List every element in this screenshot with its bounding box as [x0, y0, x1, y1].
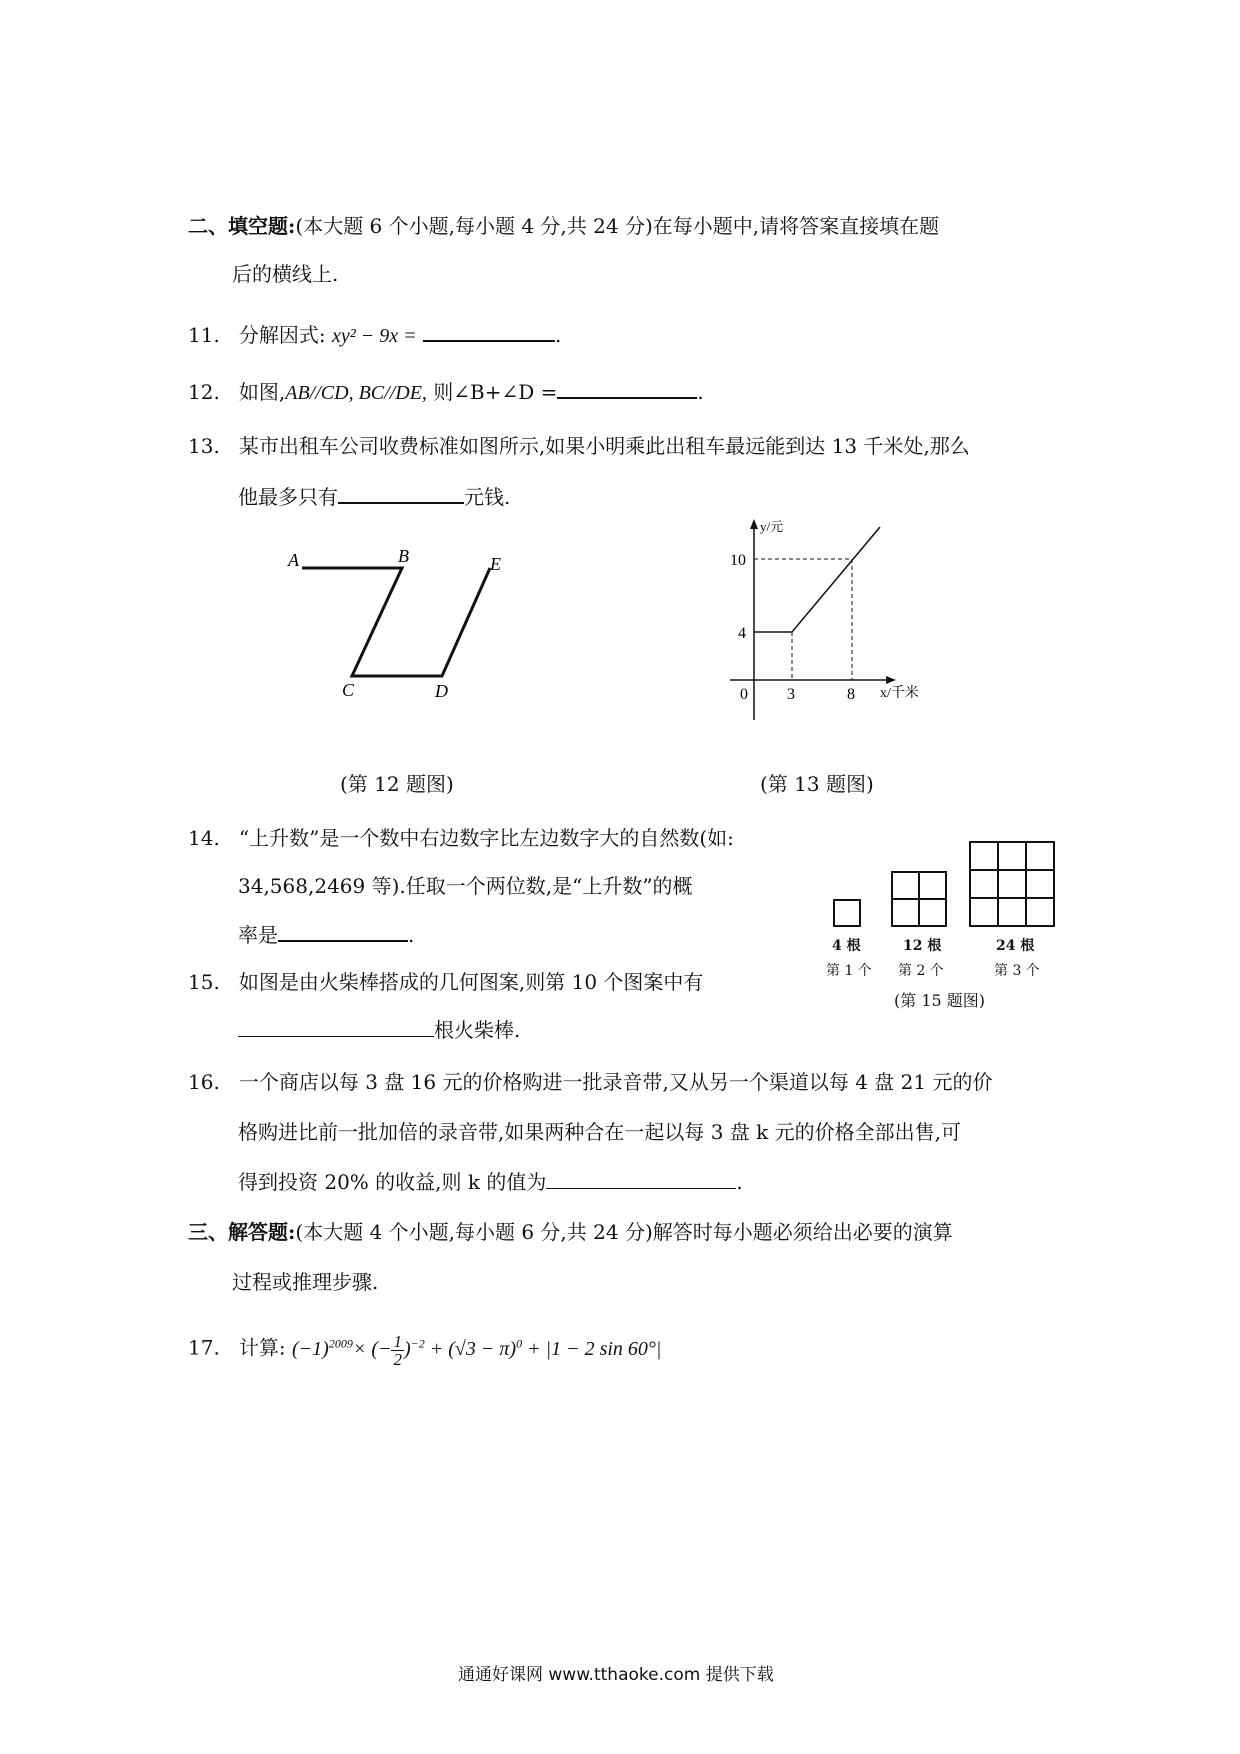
question-16-line1: 16. 一个商店以每 3 盘 16 元的价格购进一批录音带,又从另一个渠道以每 4 盘 21 元的价: [188, 1070, 993, 1094]
pattern-3: [970, 842, 1054, 926]
y-tick-4: 4: [738, 625, 746, 642]
label-D: D: [435, 681, 448, 701]
label-C: C: [342, 680, 355, 700]
section3-intro-line2: 过程或推理步骤.: [232, 1270, 379, 1294]
section2-intro-line2: 后的横线上.: [232, 262, 339, 286]
question-14-line3: 率是 .: [238, 918, 414, 948]
label-A: A: [288, 550, 299, 570]
y-axis-label: y/元: [760, 519, 784, 534]
figure-12-caption: (第 12 题图): [340, 772, 454, 796]
question-15-line2: 根火柴棒.: [238, 1014, 520, 1043]
q17-fraction: $\frac{1}{2}$: [393, 1331, 402, 1369]
question-11: 11. 分解因式: xy² − 9x = .: [188, 318, 561, 348]
origin-label: 0: [740, 686, 748, 703]
figure-13-graph: [720, 515, 930, 725]
x-axis-arrow: [886, 676, 896, 684]
question-16-line3: 得到投资 20% 的收益,则 k 的值为 .: [238, 1166, 743, 1195]
pattern-2-count: 12 根: [903, 938, 942, 954]
q13-answer-blank[interactable]: [338, 480, 464, 504]
question-14-line2: 34,568,2469 等).任取一个两位数,是“上升数”的概: [238, 874, 693, 898]
section2-intro-line1: 二、填空题:(本大题 6 个小题,每小题 4 分,共 24 分)在每小题中,请将答案直接填在题: [188, 214, 940, 238]
footer-credit: 通通好课网 www.tthaoke.com 提供下载: [458, 1665, 774, 1685]
q16-answer-blank[interactable]: [546, 1166, 736, 1189]
figure-15-patterns: [826, 838, 1076, 938]
question-13-line1: 13. 某市出租车公司收费标准如图所示,如果小明乘此出租车最远能到达 13 千米处,那么: [188, 434, 970, 458]
question-16-line2: 格购进比前一批加倍的录音带,如果两种合在一起以每 3 盘 k 元的价格全部出售,可: [238, 1120, 961, 1144]
label-B: B: [398, 546, 409, 566]
figure-15-caption: (第 15 题图): [894, 991, 986, 1010]
question-12: 12. 如图,AB//CD, BC//DE, 则∠B+∠D = .: [188, 375, 704, 405]
q12-answer-blank[interactable]: [557, 375, 697, 399]
x-tick-3: 3: [787, 686, 795, 703]
y-axis-arrow: [750, 519, 758, 529]
question-17: 17. 计算: $(-1)^{2009}\times$ (− $\frac{1}{2}$ )$^{-2} + (√3 - \pi)^0 + |1 - 2$ sin 60°|: [188, 1331, 662, 1369]
q11-expression: xy² − 9x =: [332, 325, 417, 347]
question-14-line1: 14. “上升数”是一个数中右边数字比左边数字大的自然数(如:: [188, 826, 734, 850]
pattern-1-count: 4 根: [832, 938, 861, 954]
section3-intro-line1: 三、解答题:(本大题 4 个小题,每小题 6 分,共 24 分)解答时每小题必须给出必要的演算: [188, 1220, 953, 1244]
zigzag-lines: [302, 568, 490, 676]
pattern-1: [834, 900, 860, 926]
fare-line: [754, 527, 880, 632]
label-E: E: [490, 554, 501, 574]
pattern-2-label: 第 2 个: [898, 963, 944, 979]
pattern-3-count: 24 根: [996, 938, 1035, 954]
figure-12: [280, 540, 540, 710]
pattern-1-label: 第 1 个: [826, 963, 872, 979]
question-13-line2: 他最多只有 元钱.: [238, 480, 510, 510]
section3-heading: 三、解答题:: [188, 1220, 296, 1244]
x-tick-8: 8: [847, 686, 855, 703]
q15-answer-blank[interactable]: [238, 1014, 434, 1037]
pattern-3-label: 第 3 个: [994, 963, 1040, 979]
question-15-line1: 15. 如图是由火柴棒搭成的几何图案,则第 10 个图案中有: [188, 970, 704, 994]
pattern-2: [892, 872, 946, 926]
section2-heading: 二、填空题:: [188, 214, 296, 238]
q12-parallel-conditions: AB//CD, BC//DE,: [285, 382, 427, 404]
y-tick-10: 10: [730, 552, 746, 569]
q14-answer-blank[interactable]: [278, 918, 408, 942]
figure-13-caption: (第 13 题图): [760, 772, 874, 796]
q11-answer-blank[interactable]: [423, 318, 555, 342]
q17-expression: $(-1)^{2009}\times$ (− $\frac{1}{2}$ )$^{-2} + (√3 - \pi)^0 + |1 - 2$ sin 60°|: [292, 1331, 662, 1369]
x-axis-label: x/千米: [880, 686, 919, 701]
